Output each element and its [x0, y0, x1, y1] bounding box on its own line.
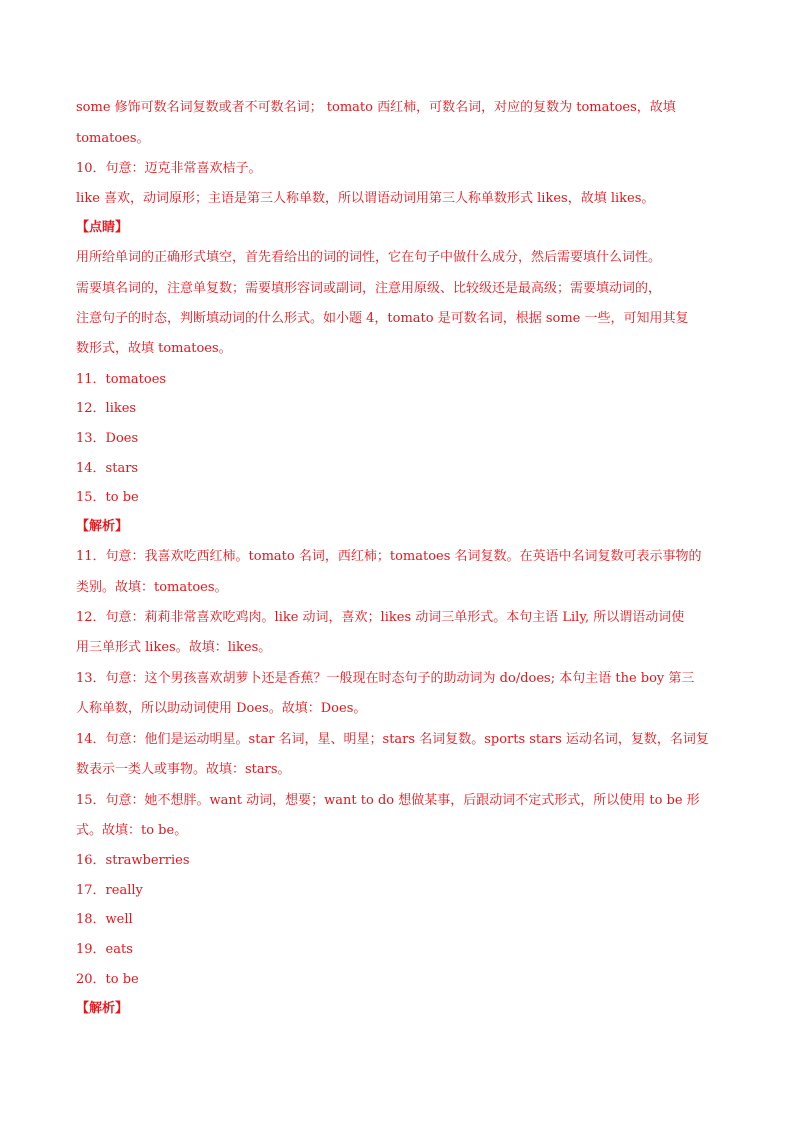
explanation-line: tomatoes。	[76, 131, 150, 146]
tips-line: 数形式，故填 tomatoes。	[76, 341, 232, 356]
explanation-line: some 修饰可数名词复数或者不可数名词； tomato 西红柿，可数名词，对应的复数为 tomatoes，故填	[76, 100, 676, 115]
analysis-14: 14．句意：他们是运动明星。star 名词，星、明星；stars 名词复数。sports stars 运动名词，复数，名词复	[76, 732, 709, 747]
answer-14: 14．stars	[76, 461, 139, 476]
analysis-15: 15．句意：她不想胖。want 动词，想要；want to do 想做某事，后跟动词不定式形式，所以使用 to be 形	[76, 793, 700, 808]
tips-line: 用所给单词的正确形式填空，首先看给出的词的词性，它在句子中做什么成分，然后需要填什么词性。	[76, 250, 662, 265]
section-heading-analysis: 【解析】	[76, 519, 129, 534]
analysis-12-cont: 用三单形式 likes。故填：likes。	[76, 640, 272, 655]
answer-16: 16．strawberries	[76, 853, 190, 868]
tips-line: 需要填名词的，注意单复数；需要填形容词或副词，注意用原级、比较级还是最高级；需要填动词的，	[76, 281, 662, 296]
answer-11: 11．tomatoes	[76, 372, 167, 387]
answer-18: 18．well	[76, 912, 133, 927]
answer-19: 19．eats	[76, 942, 133, 957]
answer-12: 12．likes	[76, 401, 137, 416]
analysis-11-cont: 类别。故填：tomatoes。	[76, 580, 228, 595]
analysis-11: 11．句意：我喜欢吃西红柿。tomato 名词，西红柿；tomatoes 名词复数。在英语中名词复数可表示事物的	[76, 549, 702, 564]
explanation-line: like 喜欢，动词原形；主语是第三人称单数，所以谓语动词用第三人称单数形式 likes，故填 likes。	[76, 191, 655, 206]
analysis-13: 13．句意：这个男孩喜欢胡萝卜还是香蕉？一般现在时态句子的助动词为 do/does; 本句主语 the boy 第三	[76, 671, 695, 686]
answer-15: 15．to be	[76, 490, 139, 505]
explanation-line-10: 10．句意：迈克非常喜欢桔子。	[76, 161, 262, 176]
analysis-12: 12．句意：莉莉非常喜欢吃鸡肉。like 动词，喜欢；likes 动词三单形式。本句主语 Lily, 所以谓语动词使	[76, 610, 685, 625]
section-heading-analysis-2: 【解析】	[76, 1001, 129, 1016]
answer-13: 13．Does	[76, 431, 139, 446]
analysis-14-cont: 数表示一类人或事物。故填：stars。	[76, 762, 291, 777]
section-heading-tips: 【点睛】	[76, 220, 129, 235]
analysis-13-cont: 人称单数，所以助动词使用 Does。故填：Does。	[76, 701, 367, 716]
analysis-15-cont: 式。故填：to be。	[76, 823, 188, 838]
answer-17: 17．really	[76, 883, 143, 898]
tips-line: 注意句子的时态，判断填动词的什么形式。如小题 4，tomato 是可数名词，根据 some 一些，可知用其复	[76, 311, 689, 326]
answer-20: 20．to be	[76, 972, 139, 987]
